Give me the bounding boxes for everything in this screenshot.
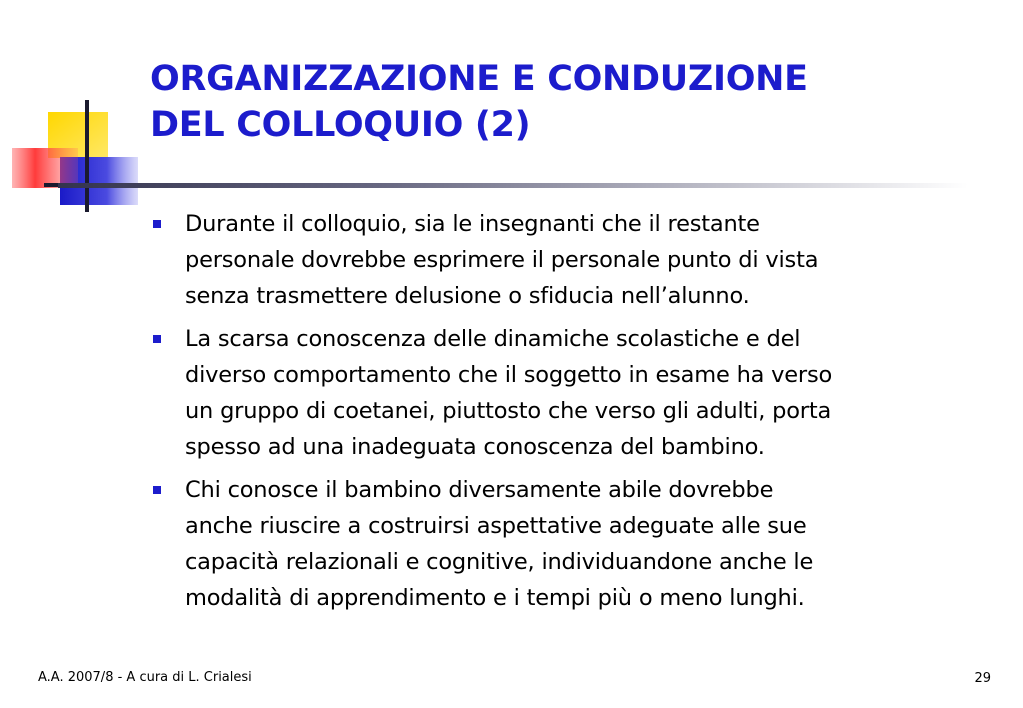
slide-title bbox=[150, 56, 990, 148]
square-bullet-icon bbox=[153, 486, 161, 494]
bullet-item bbox=[152, 321, 982, 465]
text-line: senza trasmettere delusione o sfiducia nell’alunno. bbox=[185, 283, 750, 309]
text-line: spesso ad una inadeguata conoscenza del bambino. bbox=[185, 434, 765, 460]
text-line: Durante il colloquio, sia le insegnanti che il restante bbox=[185, 211, 760, 237]
page-number: 29 bbox=[974, 671, 991, 686]
square-bullet-icon bbox=[153, 220, 161, 228]
text-line: La scarsa conoscenza delle dinamiche scolastiche e del bbox=[185, 326, 801, 352]
title-line: DEL COLLOQUIO (2) bbox=[150, 105, 531, 145]
bullet-text bbox=[185, 321, 982, 465]
red-square bbox=[12, 148, 78, 188]
text-line: anche riuscire a costruirsi aspettative adeguate alle sue bbox=[185, 513, 807, 539]
bullet-item bbox=[152, 206, 982, 314]
text-line: diverso comportamento che il soggetto in esame ha verso bbox=[185, 362, 833, 388]
title-line: ORGANIZZAZIONE E CONDUZIONE bbox=[150, 59, 808, 99]
bullet-item bbox=[152, 472, 982, 616]
text-line: capacità relazionali e cognitive, individuandone anche le bbox=[185, 549, 814, 575]
text-line: modalità di apprendimento e i tempi più o meno lunghi. bbox=[185, 585, 805, 611]
footer-credit: A.A. 2007/8 - A cura di L. Crialesi bbox=[38, 670, 252, 685]
text-line: personale dovrebbe esprimere il personale punto di vista bbox=[185, 247, 819, 273]
title-divider bbox=[58, 183, 968, 188]
text-line: un gruppo di coetanei, piuttosto che verso gli adulti, porta bbox=[185, 398, 832, 424]
bullet-list bbox=[152, 206, 982, 623]
bullet-text bbox=[185, 472, 982, 616]
square-bullet-icon bbox=[153, 335, 161, 343]
text-line: Chi conosce il bambino diversamente abile dovrebbe bbox=[185, 477, 774, 503]
bullet-text bbox=[185, 206, 982, 314]
